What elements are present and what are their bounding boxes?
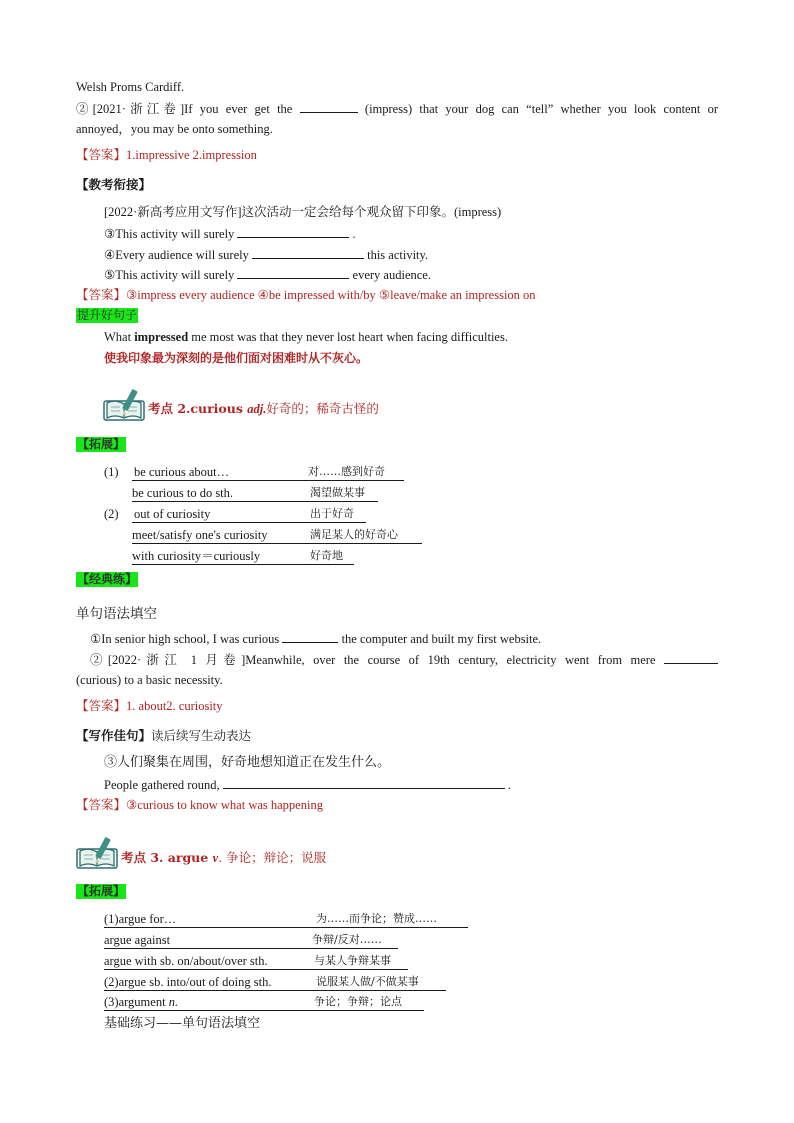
xiezuo-chinese: ③人们聚集在周围，好奇地想知道正在发生什么。 <box>104 755 391 770</box>
kd3-row: argue with sb. on/about/over sth. 与某人争辩某事 <box>104 953 408 970</box>
jiaokao-answer: 【答案】③impress every audience ④be impressed with/by ⑤leave/make an impression on <box>76 287 536 302</box>
answer-blank <box>223 776 505 789</box>
kd3-row: (2)argue sb. into/out of doing sth. 说服某人做/不做某事 <box>104 974 446 991</box>
jingdian-tag: 【经典练】 <box>77 572 138 586</box>
kd2-row-num: (2) <box>104 507 119 521</box>
answer-blank <box>237 225 349 238</box>
question-2-line2: annoyed，you may be onto something. <box>76 122 273 136</box>
kd2-row: be curious about… 对……感到好奇 <box>132 464 404 481</box>
tisheng-translation: 使我印象最为深刻的是他们面对困难时从不灰心。 <box>104 351 369 365</box>
kd3-row: (3)argument n. 争论；争辩；论点 <box>104 994 424 1011</box>
kd3-row: (1)argue for… 为……而争论；赞成…… <box>104 911 468 928</box>
jiaokao-item-4: ④Every audience will surely this activity. <box>104 248 429 262</box>
kd2-row: out of curiosity 出于好奇 <box>132 506 366 523</box>
kaodian3-tuozhan-tag: 【拓展】 <box>77 884 126 898</box>
xiezuo-answer: 【答案】③curious to know what was happening <box>76 797 323 812</box>
tisheng-sentence: What impressed me most was that they never lost heart when facing difficulties. <box>104 330 508 344</box>
kd2-row-num: (1) <box>104 465 119 479</box>
kd2-question-1: ①In senior high school, I was curious the computer and built my first website. <box>90 632 542 646</box>
kaodian3-title: 考点 3. argue v. 争论；辩论；说服 <box>121 850 327 865</box>
jiaokao-item-3: ③This activity will surely . <box>104 227 356 241</box>
jiaokao-item-5: ⑤This activity will surely every audience. <box>104 268 431 282</box>
kaodian2-tuozhan-tag: 【拓展】 <box>77 437 126 451</box>
answer-blank <box>300 100 358 113</box>
kd2-row: meet/satisfy one's curiosity 满足某人的好奇心 <box>132 527 422 544</box>
kd2-answer: 【答案】1. about2. curiosity <box>76 698 223 713</box>
xiezuo-english: People gathered round, . <box>104 778 511 792</box>
answer-blank <box>237 266 349 279</box>
kaodian2-title: 考点 2.curious adj.好奇的；稀奇古怪的 <box>148 401 379 416</box>
kd2-row: be curious to do sth. 渴望做某事 <box>132 485 378 502</box>
xiezuo-heading: 【写作佳句】读后续写生动表达 <box>76 728 252 743</box>
kd2-question-2-line2: (curious) to a basic necessity. <box>76 673 223 687</box>
answer-blank <box>252 246 364 259</box>
answer-blank <box>664 651 718 664</box>
book-pencil-icon <box>76 836 120 870</box>
tisheng-tag: 提升好句子 <box>77 308 138 322</box>
kd3-footer: 基础练习——单句语法填空 <box>104 1016 261 1031</box>
kd3-row: argue against 争辩/反对…… <box>104 932 398 949</box>
book-pencil-icon <box>103 388 147 422</box>
answer-line-1: 【答案】1.impressive 2.impression <box>76 147 257 162</box>
kd2-question-2: ②[2022·浙江 1 月卷]Meanwhile, over the course of 19th century, electricity went from mere <box>90 651 718 668</box>
line-welsh-proms: Welsh Proms Cardiff. <box>76 80 185 94</box>
question-2-line1: ②[2021·浙江卷]If you ever get the (impress) that your dog can “tell” whether you look content or <box>76 102 719 116</box>
answer-blank <box>282 630 338 643</box>
jiaokao-prompt: [2022·新高考应用文写作]这次活动一定会给每个观众留下印象。(impress) <box>104 205 502 219</box>
section-subtitle: 单句语法填空 <box>76 606 157 622</box>
jiaokao-heading: 【教考衔接】 <box>76 177 152 192</box>
kd2-row: with curiosity＝curiously 好奇地 <box>132 548 354 565</box>
